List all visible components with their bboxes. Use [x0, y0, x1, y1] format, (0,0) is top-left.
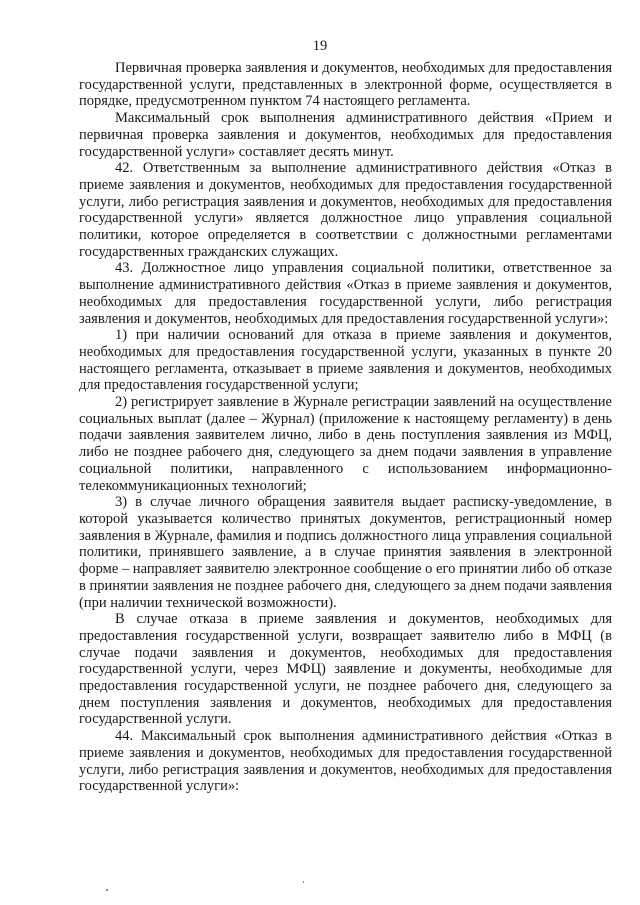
paragraph: 1) при наличии оснований для отказа в приеме заявления и документов, необходимых для предоставления государственной услуги, указанных в пункте 20 настоящего регламента, отказывает в приеме заявления и документов, необходимых для предоставления государственной услуги;: [79, 327, 612, 394]
paragraph: 44. Максимальный срок выполнения административного действия «Отказ в приеме заявления и документов, необходимых для предоставления государственной услуги, либо регистрация заявления и документов, необходимых для предоставления государственной услуги»:: [79, 728, 612, 795]
paragraph: 43. Должностное лицо управления социальной политики, ответственное за выполнение административного действия «Отказ в приеме заявления и документов, необходимых для предоставления государственной услуги, либо регистрация заявления и документов, необходимых для предоставления государственной услуги»:: [79, 260, 612, 327]
paragraph: Первичная проверка заявления и документов, необходимых для предоставления государственной услуги, представленных в электронной форме, осуществляется в порядке, предусмотренном пунктом 74 настоящего регламента.: [79, 60, 612, 110]
paragraph: 2) регистрирует заявление в Журнале регистрации заявлений на осуществление социальных выплат (далее – Журнал) (приложение к настоящему регламенту) в день подачи заявления заявителем лично, либо в день поступления заявления из МФЦ, либо не позднее рабочего дня, следующего за днем подачи заявления в управление социальной политики, направленного с использованием информационно-телекоммуникационных технологий;: [79, 394, 612, 494]
paragraph: В случае отказа в приеме заявления и документов, необходимых для предоставления государственной услуги, возвращает заявителю либо в МФЦ (в случае подачи заявления и документов, необходимых для предоставления государственной услуги, через МФЦ) заявление и документы, необходимые для предоставления государственной услуги, не позднее рабочего дня, следующего за днем поступления заявления и документов, необходимых для предоставления государственной услуги.: [79, 611, 612, 728]
paragraph: 3) в случае личного обращения заявителя выдает расписку-уведомление, в которой указывается количество принятых документов, регистрационный номер заявления в Журнале, фамилия и подпись должностного лица управления социальной политики, принявшего заявление, а в случае принятия заявления в электронной форме – направляет заявителю электронное сообщение о его принятии либо об отказе в принятии заявления не позднее рабочего дня, следующего за днем подачи заявления (при наличии технической возможности).: [79, 494, 612, 611]
scan-speck: [106, 889, 108, 891]
paragraph: 42. Ответственным за выполнение административного действия «Отказ в приеме заявления и документов, необходимых для предоставления государственной услуги, либо регистрация заявления и документов, необходимых для предоставления государственной услуги» является должностное лицо управления социальной политики, которое определяется в соответствии с должностными регламентами государственных гражданских служащих.: [79, 160, 612, 260]
body-text: [79, 60, 612, 795]
paragraph: Максимальный срок выполнения административного действия «Прием и первичная проверка заявления и документов, необходимых для предоставления государственной услуги» составляет десять минут.: [79, 110, 612, 160]
page-number: 19: [312, 38, 328, 54]
scan-speck: [303, 881, 304, 883]
